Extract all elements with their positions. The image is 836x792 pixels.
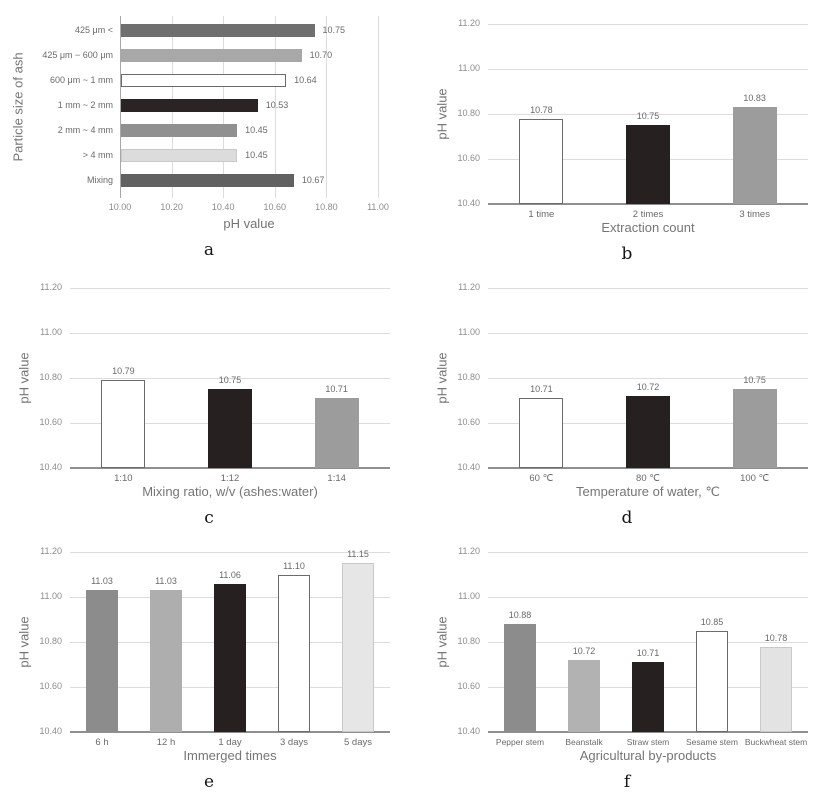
y-tick-label: 10.60 — [39, 417, 62, 427]
grid-line — [488, 288, 808, 289]
category-label: 3 times — [739, 209, 770, 220]
category-label: Straw stem — [626, 737, 670, 747]
bar-value-label: 10.88 — [508, 610, 532, 620]
category-label: 425 μm < — [75, 25, 113, 35]
y-tick-label: 10.40 — [39, 462, 62, 472]
bar — [121, 49, 302, 62]
bar — [121, 24, 315, 37]
bar-value-label: 11.10 — [283, 560, 305, 571]
bar-value-label: 11.03 — [91, 576, 113, 587]
y-tick-label: 10.40 — [457, 198, 480, 208]
y-axis-title: pH value — [16, 616, 32, 668]
y-axis-title: Particle size of ash — [10, 52, 26, 162]
bar — [632, 662, 664, 732]
grid-line — [488, 597, 808, 598]
y-axis-title: pH value — [434, 88, 450, 140]
bar — [208, 389, 252, 468]
bar — [121, 99, 258, 112]
panel-f — [418, 528, 836, 792]
x-axis-title: Extraction count — [601, 220, 695, 235]
bar — [86, 590, 118, 732]
y-tick-label: 11.00 — [40, 327, 62, 337]
y-axis-title: pH value — [434, 616, 450, 668]
y-axis-title: pH value — [16, 352, 32, 404]
y-tick-label: 11.00 — [458, 63, 480, 73]
bar-value-label: 11.03 — [155, 576, 177, 587]
category-label: 1 mm ~ 2 mm — [57, 100, 113, 110]
category-label: 1 time — [528, 209, 555, 220]
y-tick-label: 11.00 — [458, 591, 480, 601]
bar-value-label: 10.83 — [743, 93, 766, 104]
grid-line — [488, 642, 808, 643]
category-label: Sesame stem — [686, 737, 738, 747]
panel-a — [0, 0, 418, 264]
bar — [315, 398, 359, 468]
plot-area — [434, 546, 808, 763]
bar-value-label: 10.71 — [636, 648, 660, 659]
y-tick-label: 10.60 — [457, 681, 480, 691]
panel-e — [0, 528, 418, 792]
y-tick-label: 10.40 — [457, 462, 480, 472]
category-label: 2 times — [632, 209, 664, 220]
panel-letter: e — [203, 772, 215, 792]
category-label: 1:10 — [114, 473, 133, 484]
bar-value-label: 10.67 — [301, 175, 325, 185]
category-label: 60 ℃ — [529, 473, 554, 484]
bar — [121, 149, 237, 162]
bar-value-label: 10.70 — [309, 50, 333, 60]
panel-letter: c — [204, 508, 214, 528]
category-label: Mixing — [86, 175, 113, 185]
panel-letter: b — [621, 244, 633, 264]
grid-line — [70, 552, 390, 553]
bar — [121, 174, 294, 187]
plot-area — [16, 282, 390, 499]
bar — [568, 660, 600, 732]
bar-value-label: 11.15 — [347, 549, 369, 560]
y-tick-label: 10.40 — [457, 726, 480, 736]
y-tick-label: 10.40 — [39, 726, 62, 736]
bar — [278, 575, 310, 733]
bar — [342, 563, 374, 732]
grid-line — [70, 333, 390, 334]
category-label: 2 mm ~ 4 mm — [57, 125, 113, 135]
bar-value-label: 10.75 — [743, 375, 766, 386]
bar-value-label: 10.85 — [700, 616, 724, 627]
bar — [760, 647, 792, 733]
y-tick-label: 10.80 — [457, 372, 480, 382]
x-axis-title: Mixing ratio, w/v (ashes:water) — [142, 484, 318, 499]
bar-value-label: 10.75 — [636, 111, 660, 122]
x-tick-label: 11.00 — [367, 202, 389, 212]
panel-letter: f — [623, 772, 631, 792]
bar-value-label: 10.78 — [764, 632, 788, 643]
bar-value-label: 10.75 — [218, 375, 242, 386]
bar-value-label: 10.79 — [112, 366, 135, 377]
bar — [626, 396, 670, 468]
x-axis-title: Immerged times — [183, 748, 277, 763]
y-axis-title: pH value — [434, 352, 450, 404]
bar — [733, 389, 777, 468]
grid-line — [488, 552, 808, 553]
y-tick-label: 11.20 — [40, 282, 62, 292]
grid-line — [326, 16, 327, 198]
bar — [733, 107, 777, 204]
y-tick-label: 10.60 — [457, 417, 480, 427]
bar — [214, 584, 246, 733]
panel-d — [418, 264, 836, 528]
bar-value-label: 10.53 — [265, 100, 289, 110]
bar — [150, 590, 182, 732]
x-tick-label: 10.80 — [315, 202, 338, 212]
x-tick-label: 10.60 — [263, 202, 287, 212]
panel-c — [0, 264, 418, 528]
bar-value-label: 10.71 — [530, 384, 553, 395]
bar-value-label: 10.78 — [530, 104, 553, 115]
plot-area — [434, 18, 808, 235]
category-label: 5 days — [344, 737, 372, 748]
grid-line — [378, 16, 379, 198]
y-tick-label: 10.80 — [457, 108, 480, 118]
y-tick-label: 10.80 — [39, 372, 62, 382]
y-tick-label: 10.80 — [457, 636, 480, 646]
plot-area — [16, 546, 390, 763]
category-label: 3 days — [280, 737, 308, 748]
bar-value-label: 10.71 — [325, 384, 348, 395]
grid-line — [70, 288, 390, 289]
y-tick-label: 11.20 — [458, 18, 480, 28]
category-label: 80 ℃ — [636, 473, 660, 484]
bar-value-label: 10.75 — [322, 25, 346, 35]
bar — [519, 398, 563, 468]
y-tick-label: 10.60 — [457, 153, 480, 163]
plot-area — [434, 282, 808, 499]
bar — [121, 124, 237, 137]
x-axis-title: pH value — [223, 216, 275, 231]
grid-line — [488, 69, 808, 70]
panel-b — [418, 0, 836, 264]
category-label: 425 μm − 600 μm — [42, 50, 113, 60]
y-tick-label: 11.20 — [458, 546, 480, 556]
x-tick-label: 10.20 — [160, 202, 183, 212]
x-tick-label: 10.00 — [108, 202, 132, 212]
plot-area — [10, 16, 389, 231]
category-label: 1 day — [218, 737, 242, 748]
grid-line — [488, 333, 808, 334]
y-tick-label: 10.60 — [39, 681, 62, 691]
category-label: 1:12 — [220, 473, 240, 484]
bar — [121, 74, 286, 87]
bar — [519, 119, 563, 205]
x-axis-title: Temperature of water, ℃ — [576, 484, 720, 499]
bar — [626, 125, 670, 204]
y-tick-label: 11.20 — [40, 546, 62, 556]
category-label: 12 h — [156, 737, 176, 748]
bar-value-label: 10.45 — [245, 125, 268, 135]
panel-letter: d — [621, 508, 633, 528]
category-label: 1:14 — [327, 473, 346, 484]
category-label: Buckwheat stem — [744, 737, 808, 747]
bar-value-label: 10.72 — [636, 382, 660, 392]
grid-line — [488, 24, 808, 25]
category-label: Beanstalk — [565, 737, 603, 747]
panel-letter: a — [203, 240, 215, 260]
y-tick-label: 10.80 — [39, 636, 62, 646]
category-label: > 4 mm — [82, 150, 113, 160]
y-tick-label: 11.20 — [458, 282, 480, 292]
bar-value-label: 10.72 — [572, 646, 596, 656]
category-label: 100 ℃ — [740, 473, 770, 484]
bar — [696, 631, 728, 732]
y-tick-label: 11.00 — [458, 327, 480, 337]
category-label: 6 h — [95, 737, 109, 748]
x-axis-title: Agricultural by-products — [579, 748, 717, 763]
bar-value-label: 11.06 — [219, 569, 241, 580]
y-tick-label: 11.00 — [40, 591, 62, 601]
bar — [101, 380, 145, 468]
category-label: Pepper stem — [495, 737, 545, 747]
category-label: 600 μm ~ 1 mm — [50, 75, 113, 85]
bar-value-label: 10.45 — [245, 150, 268, 160]
x-tick-label: 10.40 — [211, 202, 235, 212]
bar-value-label: 10.64 — [294, 75, 317, 85]
bar — [504, 624, 536, 732]
